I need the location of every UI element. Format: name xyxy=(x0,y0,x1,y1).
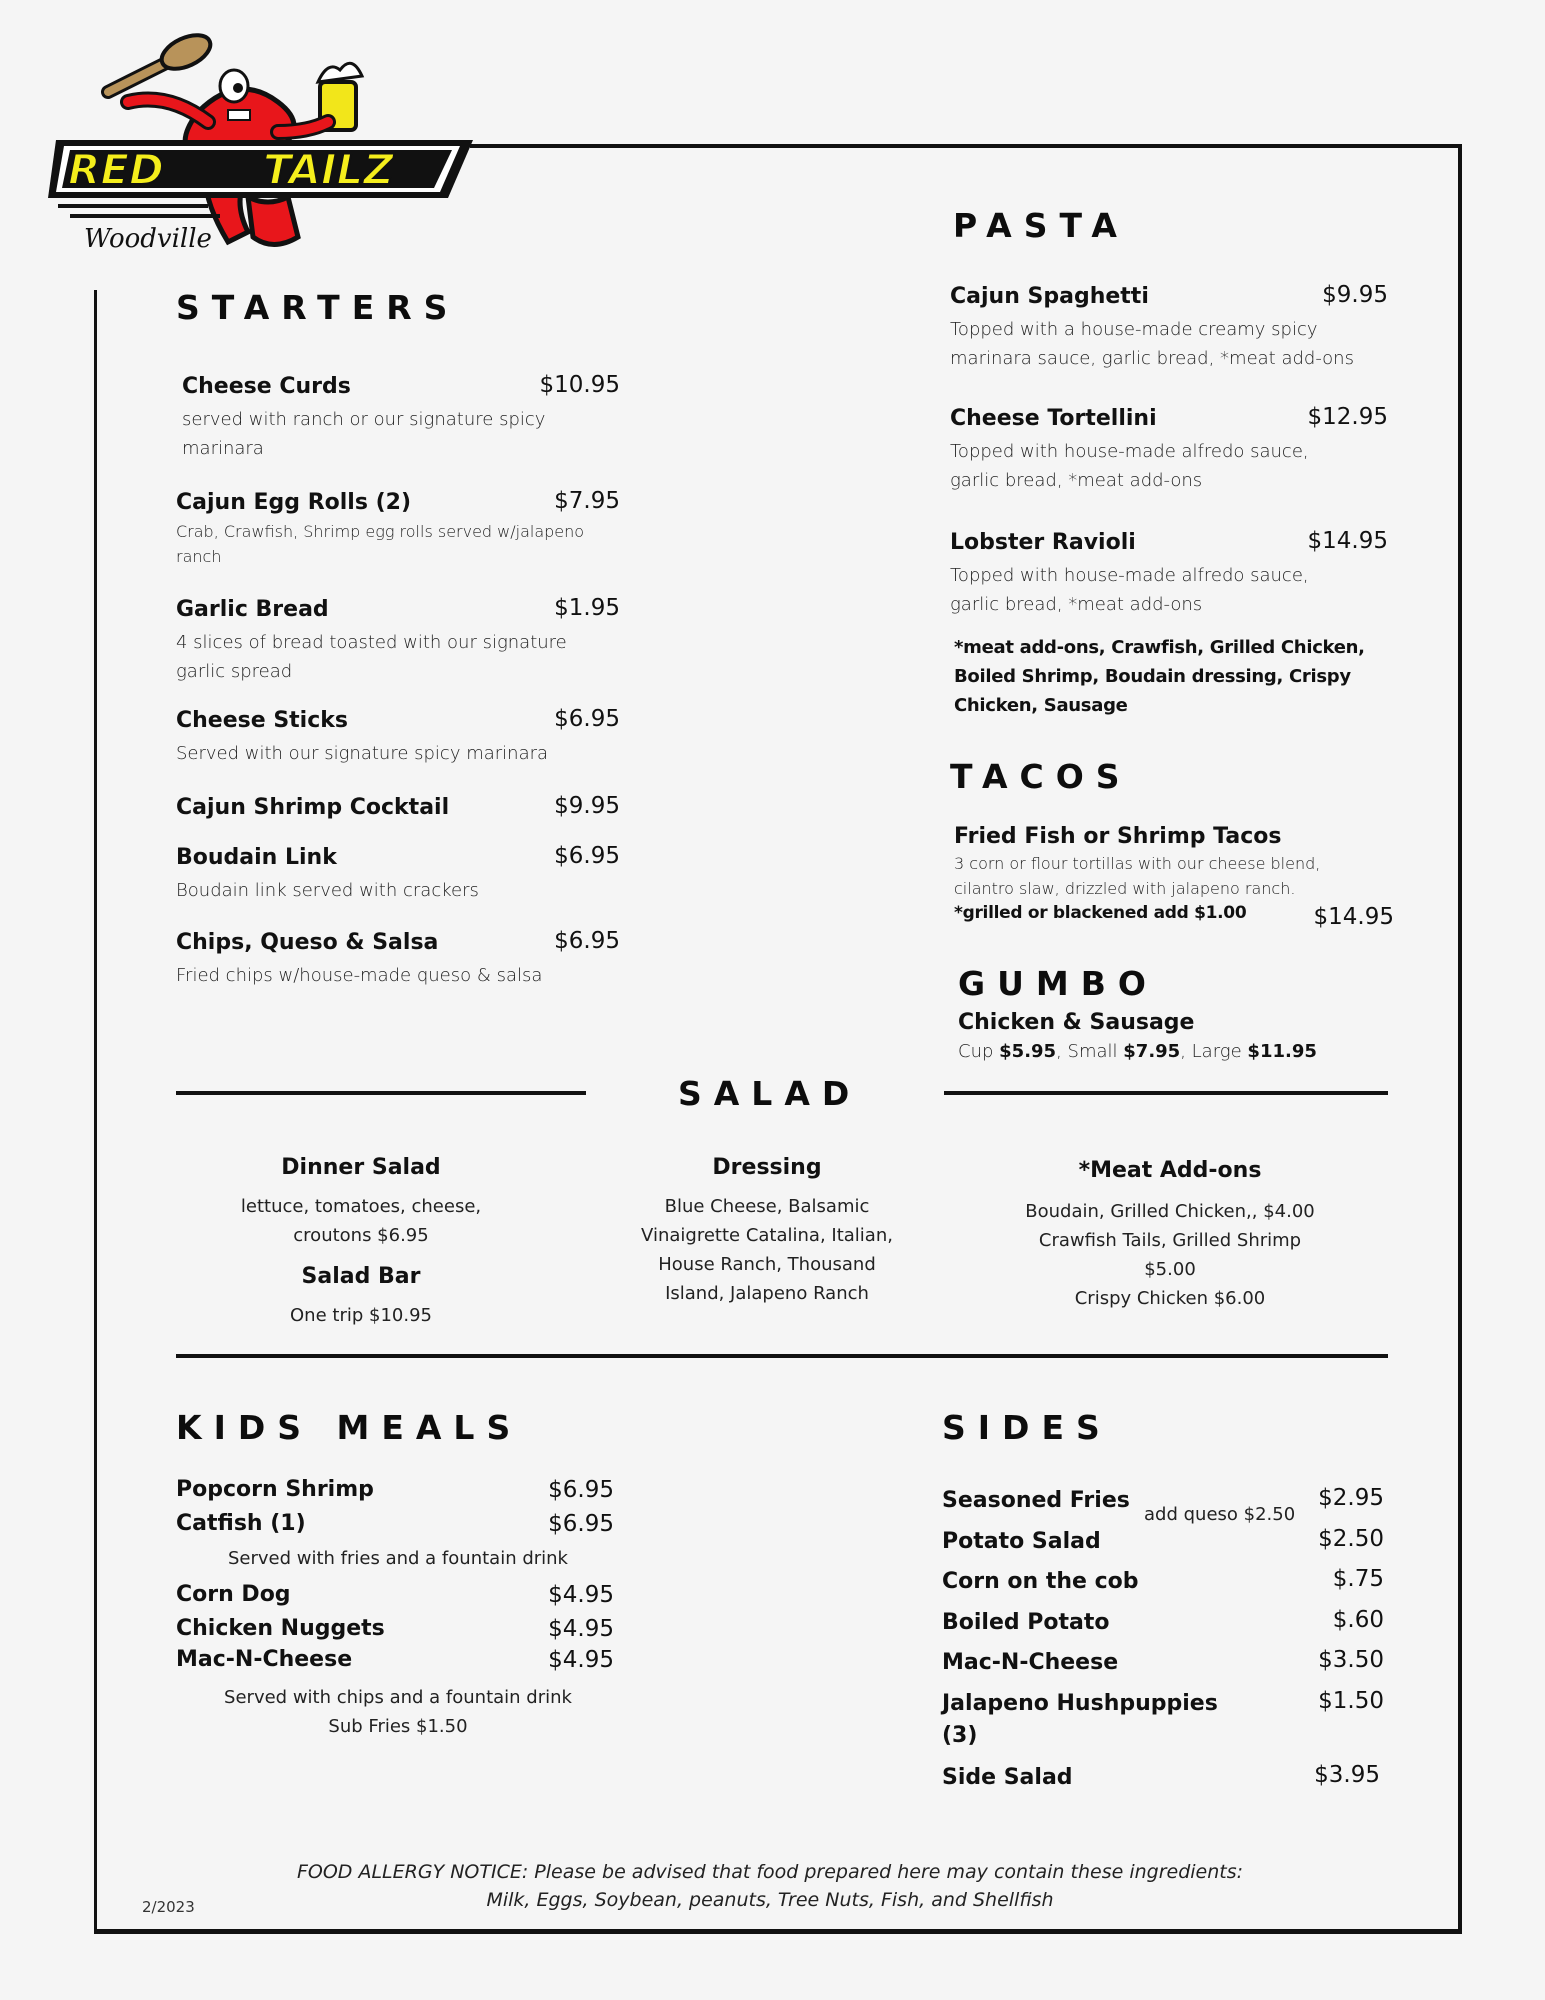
side-item-seasoned-fries: Seasoned Fries $2.95 xyxy=(942,1485,1384,1513)
menu-item-chips-queso-salsa: Chips, Queso & Salsa $6.95 Fried chips w/house-made queso & salsa xyxy=(176,928,620,986)
side-item-side-salad: Side Salad $3.95 xyxy=(942,1762,1380,1790)
menu-item-cajun-egg-rolls: Cajun Egg Rolls (2) $7.95 Crab, Crawfish, Shrimp egg rolls served w/jalapeno ranch xyxy=(176,488,620,566)
crawfish-mascot-icon xyxy=(48,22,478,272)
frame-border-bottom xyxy=(95,1929,1462,1934)
kids-note-fries: Served with fries and a fountain drink xyxy=(228,1548,568,1569)
menu-item-cheese-curds: Cheese Curds $10.95 served with ranch or our signature spicy marinara xyxy=(182,372,620,459)
side-item-potato-salad: Potato Salad $2.50 xyxy=(942,1526,1384,1554)
section-title-kids-meals: KIDS MEALS xyxy=(176,1408,523,1447)
section-title-salad: SALAD xyxy=(678,1074,862,1113)
section-title-gumbo: GUMBO xyxy=(958,964,1158,1003)
salad-column-meat-addons: *Meat Add-ons Boudain, Grilled Chicken,, $4.00 Crawfish Tails, Grilled Shrimp $5.00 Crispy Chicken $6.00 xyxy=(1025,1158,1315,1309)
menu-item-fish-shrimp-tacos: Fried Fish or Shrimp Tacos 3 corn or flour tortillas with our cheese blend, cilantro slaw, drizzled with jalapeno ranch. *grilled or blackened add $1.00 $14.95 xyxy=(954,824,1394,930)
salad-divider-left xyxy=(176,1091,586,1095)
kids-item-catfish: Catfish (1) $6.95 xyxy=(176,1511,614,1537)
gumbo-sizes: Cup $5.95, Small $7.95, Large $11.95 xyxy=(958,1041,1317,1062)
frame-border-top xyxy=(470,144,1462,148)
frame-border-right xyxy=(1458,144,1462,1934)
menu-item-cheese-sticks: Cheese Sticks $6.95 Served with our signature spicy marinara xyxy=(176,706,620,764)
svg-text:RED: RED xyxy=(68,145,164,194)
side-item-corn-on-the-cob: Corn on the cob $.75 xyxy=(942,1566,1384,1594)
side-extra-add-queso: add queso $2.50 xyxy=(1144,1504,1296,1525)
food-allergy-notice: FOOD ALLERGY NOTICE: Please be advised that food prepared here may contain these ingredients: Milk, Eggs, Soybean, peanuts, Tree Nuts, Fish, and Shellfish xyxy=(296,1861,1244,1911)
menu-item-boudain-link: Boudain Link $6.95 Boudain link served with crackers xyxy=(176,843,620,901)
kids-item-popcorn-shrimp: Popcorn Shrimp $6.95 xyxy=(176,1477,614,1503)
kids-item-mac-n-cheese: Mac-N-Cheese $4.95 xyxy=(176,1647,614,1673)
menu-item-garlic-bread: Garlic Bread $1.95 4 slices of bread toasted with our signature garlic spread xyxy=(176,595,620,682)
section-title-sides: SIDES xyxy=(942,1408,1112,1447)
frame-border-left xyxy=(94,290,97,1934)
section-title-pasta: PASTA xyxy=(953,206,1129,245)
menu-item-cajun-shrimp-cocktail: Cajun Shrimp Cocktail $9.95 xyxy=(176,793,620,820)
section-title-tacos: TACOS xyxy=(950,757,1132,796)
side-item-boiled-potato: Boiled Potato $.60 xyxy=(942,1607,1384,1635)
salad-divider-bottom xyxy=(176,1354,1388,1358)
side-item-jalapeno-hushpuppies: Jalapeno Hushpuppies (3) $1.50 xyxy=(942,1688,1384,1748)
menu-item-cheese-tortellini: Cheese Tortellini $12.95 Topped with house-made alfredo sauce, garlic bread, *meat add-ons xyxy=(950,404,1388,491)
svg-text:Woodville: Woodville xyxy=(84,224,212,254)
wooden-spoon-icon xyxy=(108,28,215,92)
salad-divider-right xyxy=(944,1091,1388,1095)
kids-item-corn-dog: Corn Dog $4.95 xyxy=(176,1582,614,1608)
menu-item-lobster-ravioli: Lobster Ravioli $14.95 Topped with house-made alfredo sauce, garlic bread, *meat add-ons xyxy=(950,528,1388,615)
pasta-addons-note: *meat add-ons, Crawfish, Grilled Chicken, Boiled Shrimp, Boudain dressing, Crispy Chicken, Sausage xyxy=(954,637,1365,716)
svg-text:TAILZ: TAILZ xyxy=(263,145,394,194)
menu-item-gumbo: Chicken & Sausage Cup $5.95, Small $7.95, Large $11.95 xyxy=(958,1010,1398,1066)
kids-note-sub-fries: Sub Fries $1.50 xyxy=(328,1716,468,1737)
red-tailz-logo xyxy=(48,22,478,272)
side-item-mac-n-cheese: Mac-N-Cheese $3.50 xyxy=(942,1647,1384,1675)
menu-date: 2/2023 xyxy=(142,1898,195,1916)
kids-note-chips: Served with chips and a fountain drink xyxy=(224,1687,572,1708)
section-title-starters: STARTERS xyxy=(176,288,460,327)
kids-item-chicken-nuggets: Chicken Nuggets $4.95 xyxy=(176,1616,614,1642)
menu-item-cajun-spaghetti: Cajun Spaghetti $9.95 Topped with a house-made creamy spicy marinara sauce, garlic bread, *meat add-ons xyxy=(950,282,1388,369)
salad-column-dinner: Dinner Salad lettuce, tomatoes, cheese, croutons $6.95 Salad Bar One trip $10.95 xyxy=(240,1155,482,1326)
salad-column-dressing: Dressing Blue Cheese, Balsamic Vinaigrette Catalina, Italian, House Ranch, Thousand Island, Jalapeno Ranch xyxy=(641,1155,893,1304)
